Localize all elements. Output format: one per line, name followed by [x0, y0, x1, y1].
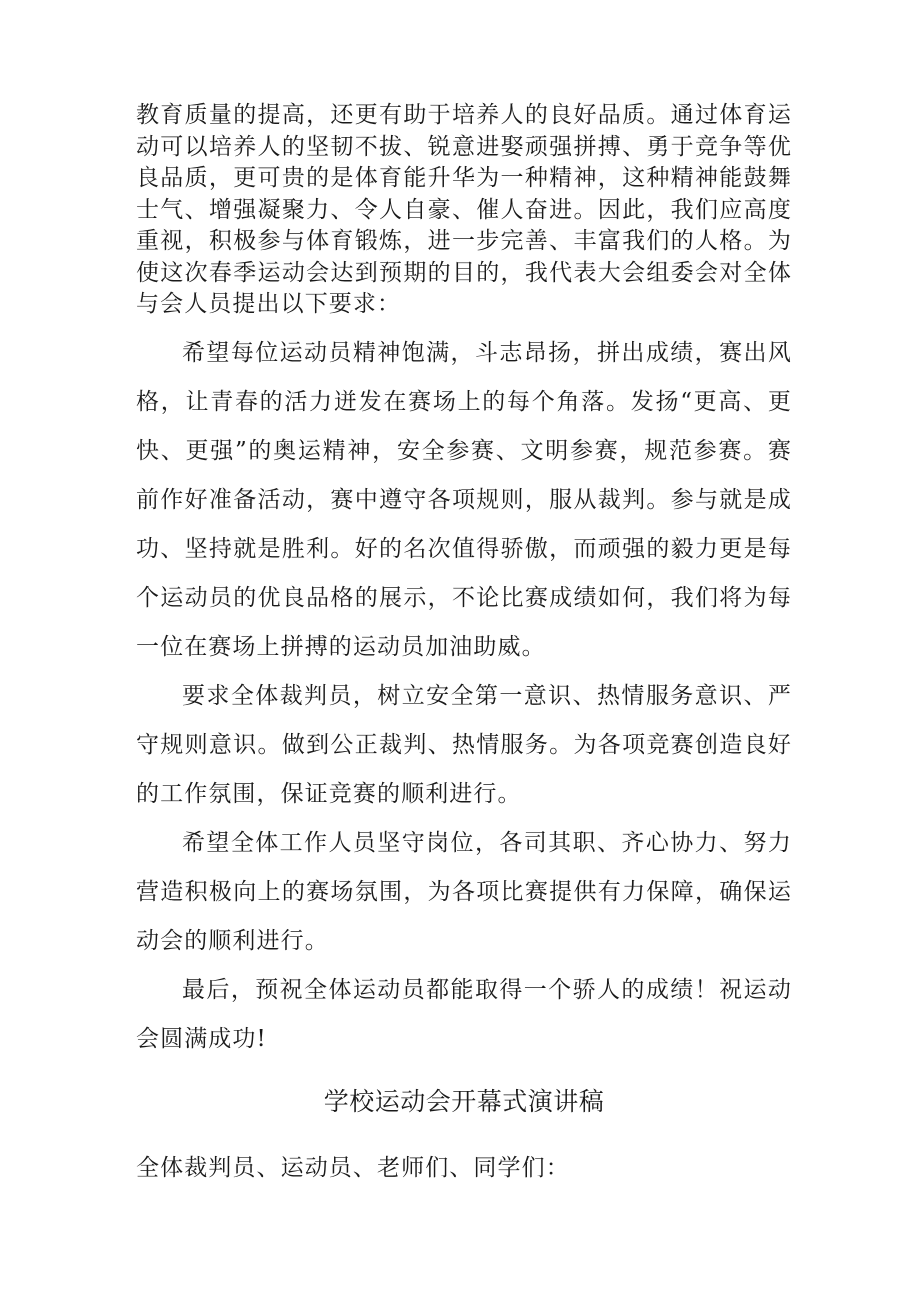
paragraph-athletes: 希望每位运动员精神饱满，斗志昂扬，拼出成绩，赛出风格，让青春的活力迸发在赛场上的每个角落。发扬“更高、更快、更强”的奥运精神，安全参赛、文明参赛，规范参赛。赛前作好准备活动，赛中遵守各项规则，服从裁判。参与就是成功、坚持就是胜利。好的名次值得骄傲，而顽强的毅力更是每个运动员的优良品格的展示，不论比赛成绩如何，我们将为每一位在赛场上拼搏的运动员加油助威。	[136, 339, 792, 660]
document-page	[136, 100, 792, 1193]
paragraph-closing: 最后，预祝全体运动员都能取得一个骄人的成绩！祝运动会圆满成功!	[136, 976, 792, 1052]
paragraph-staff: 希望全体工作人员坚守岗位，各司其职、齐心协力、努力营造积极向上的赛场氛围，为各项比赛提供有力保障，确保运动会的顺利进行。	[136, 829, 792, 954]
paragraph-referees: 要求全体裁判员，树立安全第一意识、热情服务意识、严守规则意识。做到公正裁判、热情服务。为各项竞赛创造良好的工作氛围，保证竞赛的顺利进行。	[136, 682, 792, 807]
intro-paragraph: 教育质量的提高，还更有助于培养人的良好品质。通过体育运动可以培养人的坚韧不拔、锐意进娶顽强拼搏、勇于竞争等优良品质，更可贵的是体育能升华为一种精神，这种精神能鼓舞士气、增强凝聚力、令人自豪、催人奋进。因此，我们应高度重视，积极参与体育锻炼，进一步完善、丰富我们的人格。为使这次春季运动会达到预期的目的，我代表大会组委会对全体与会人员提出以下要求：	[136, 102, 792, 317]
section-heading: 学校运动会开幕式演讲稿	[323, 1086, 605, 1116]
salutation: 全体裁判员、运动员、老师们、同学们：	[136, 1154, 570, 1181]
